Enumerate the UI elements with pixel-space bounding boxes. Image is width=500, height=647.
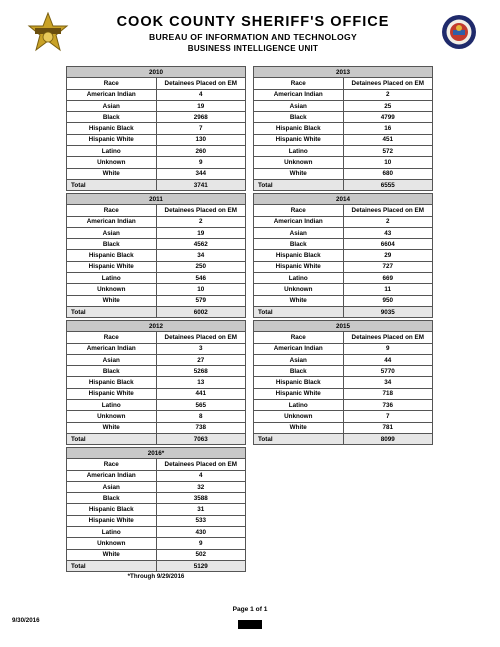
value-cell: 502: [156, 549, 246, 560]
race-cell: White: [254, 422, 344, 433]
race-cell: Unknown: [67, 538, 157, 549]
value-cell: 738: [156, 422, 246, 433]
race-cell: Hispanic White: [254, 134, 344, 145]
value-cell: 130: [156, 134, 246, 145]
table-row: [67, 481, 246, 492]
race-cell: American Indian: [254, 343, 344, 354]
table-row: [254, 239, 433, 250]
total-row: [67, 560, 246, 571]
race-cell: Asian: [254, 227, 344, 238]
total-label: Total: [254, 433, 344, 444]
table-row: [254, 366, 433, 377]
race-cell: American Indian: [67, 89, 157, 100]
race-cell: Unknown: [67, 284, 157, 295]
table-row: [254, 388, 433, 399]
value-cell: 3: [156, 343, 246, 354]
value-cell: 2: [156, 216, 246, 227]
table-row: [254, 146, 433, 157]
table-row: [67, 112, 246, 123]
table-row: [67, 100, 246, 111]
value-cell: 250: [156, 261, 246, 272]
total-row: [67, 179, 246, 190]
value-cell: 6604: [343, 239, 433, 250]
table-row: [67, 388, 246, 399]
value-cell: 9: [156, 157, 246, 168]
value-cell: 579: [156, 295, 246, 306]
value-cell: 2: [343, 216, 433, 227]
race-cell: Hispanic Black: [67, 123, 157, 134]
value-cell: 727: [343, 261, 433, 272]
race-cell: Black: [67, 112, 157, 123]
race-cell: White: [67, 549, 157, 560]
value-cell: 950: [343, 295, 433, 306]
value-cell: 34: [343, 377, 433, 388]
race-cell: Latino: [254, 400, 344, 411]
race-cell: Hispanic Black: [254, 377, 344, 388]
race-cell: Unknown: [254, 284, 344, 295]
value-cell: 5268: [156, 366, 246, 377]
race-cell: White: [67, 168, 157, 179]
table-row: [67, 273, 246, 284]
table-row: [67, 146, 246, 157]
table-row: [254, 400, 433, 411]
value-cell: 9: [343, 343, 433, 354]
race-cell: American Indian: [67, 216, 157, 227]
em-table-2015: [253, 320, 433, 445]
table-row: [254, 168, 433, 179]
race-cell: Latino: [254, 146, 344, 157]
race-cell: Hispanic Black: [254, 250, 344, 261]
total-value: 6555: [343, 179, 433, 190]
value-cell: 4: [156, 89, 246, 100]
sheriff-star-badge-icon: [27, 12, 69, 54]
table-year: 2011: [67, 194, 246, 205]
race-cell: Hispanic Black: [67, 377, 157, 388]
value-cell: 718: [343, 388, 433, 399]
value-cell: 44: [343, 354, 433, 365]
table-row: [254, 112, 433, 123]
table-row: [67, 422, 246, 433]
table-row: [254, 295, 433, 306]
race-cell: Asian: [67, 481, 157, 492]
value-cell: 16: [343, 123, 433, 134]
table-row: [67, 123, 246, 134]
value-cell: 2: [343, 89, 433, 100]
race-column-header: Race: [67, 459, 157, 470]
value-column-header: Detainees Placed on EM: [343, 205, 433, 216]
table-year: 2016*: [67, 448, 246, 459]
value-cell: 43: [343, 227, 433, 238]
value-cell: 4799: [343, 112, 433, 123]
table-row: [254, 227, 433, 238]
value-cell: 680: [343, 168, 433, 179]
value-cell: 4562: [156, 239, 246, 250]
race-cell: Asian: [254, 100, 344, 111]
page-header: [0, 8, 500, 60]
table-row: [67, 343, 246, 354]
value-cell: 10: [343, 157, 433, 168]
bureau-title: BUREAU OF INFORMATION AND TECHNOLOGY: [149, 32, 357, 42]
value-cell: 3588: [156, 493, 246, 504]
race-cell: Latino: [254, 273, 344, 284]
value-cell: 25: [343, 100, 433, 111]
value-cell: 2968: [156, 112, 246, 123]
table-row: [67, 538, 246, 549]
table-row: [67, 527, 246, 538]
race-cell: Unknown: [67, 411, 157, 422]
total-value: 7063: [156, 433, 246, 444]
race-cell: White: [254, 295, 344, 306]
redaction-bar: [238, 620, 262, 629]
table-row: [67, 515, 246, 526]
race-cell: Latino: [67, 400, 157, 411]
race-cell: Black: [254, 112, 344, 123]
race-cell: Hispanic Black: [254, 123, 344, 134]
table-row: [67, 470, 246, 481]
table-row: [67, 377, 246, 388]
table-row: [254, 284, 433, 295]
table-row: [254, 123, 433, 134]
race-cell: Hispanic White: [254, 388, 344, 399]
race-cell: Asian: [67, 100, 157, 111]
value-cell: 736: [343, 400, 433, 411]
race-cell: Hispanic Black: [67, 504, 157, 515]
total-row: [254, 433, 433, 444]
total-label: Total: [67, 306, 157, 317]
value-cell: 781: [343, 422, 433, 433]
race-cell: Unknown: [254, 157, 344, 168]
table-row: [67, 354, 246, 365]
value-column-header: Detainees Placed on EM: [156, 205, 246, 216]
county-seal-icon: [441, 14, 477, 50]
race-column-header: Race: [254, 332, 344, 343]
total-label: Total: [67, 179, 157, 190]
value-cell: 7: [156, 123, 246, 134]
unit-title: BUSINESS INTELLIGENCE UNIT: [187, 44, 319, 53]
table-row: [254, 377, 433, 388]
race-cell: Hispanic White: [67, 388, 157, 399]
race-column-header: Race: [67, 78, 157, 89]
race-cell: American Indian: [254, 216, 344, 227]
race-cell: Hispanic White: [67, 261, 157, 272]
race-cell: White: [67, 422, 157, 433]
value-cell: 27: [156, 354, 246, 365]
em-table-2016: [66, 447, 246, 572]
race-column-header: Race: [254, 78, 344, 89]
value-cell: 441: [156, 388, 246, 399]
total-row: [254, 179, 433, 190]
table-row: [254, 89, 433, 100]
em-table-2010: [66, 66, 246, 191]
race-cell: Asian: [67, 354, 157, 365]
value-cell: 9: [156, 538, 246, 549]
value-cell: 430: [156, 527, 246, 538]
total-value: 3741: [156, 179, 246, 190]
table-row: [67, 216, 246, 227]
value-cell: 344: [156, 168, 246, 179]
table-row: [254, 100, 433, 111]
value-cell: 34: [156, 250, 246, 261]
value-cell: 565: [156, 400, 246, 411]
table-row: [67, 493, 246, 504]
table-row: [254, 273, 433, 284]
value-cell: 32: [156, 481, 246, 492]
total-row: [254, 306, 433, 317]
em-table-2014: [253, 193, 433, 318]
table-row: [67, 400, 246, 411]
race-cell: White: [254, 168, 344, 179]
table-row: [67, 295, 246, 306]
value-cell: 31: [156, 504, 246, 515]
table-row: [254, 261, 433, 272]
table-year: 2012: [67, 321, 246, 332]
race-cell: Latino: [67, 146, 157, 157]
total-label: Total: [254, 179, 344, 190]
total-value: 5129: [156, 560, 246, 571]
total-label: Total: [67, 433, 157, 444]
race-cell: Black: [67, 239, 157, 250]
race-cell: Black: [254, 366, 344, 377]
table-year: 2013: [254, 67, 433, 78]
table-row: [67, 157, 246, 168]
total-value: 6002: [156, 306, 246, 317]
table-row: [67, 261, 246, 272]
value-cell: 669: [343, 273, 433, 284]
table-row: [67, 366, 246, 377]
value-column-header: Detainees Placed on EM: [343, 78, 433, 89]
race-cell: Unknown: [254, 411, 344, 422]
table-row: [254, 216, 433, 227]
value-cell: 546: [156, 273, 246, 284]
race-cell: Hispanic Black: [67, 250, 157, 261]
value-cell: 7: [343, 411, 433, 422]
value-cell: 260: [156, 146, 246, 157]
table-row: [254, 354, 433, 365]
race-column-header: Race: [67, 332, 157, 343]
table-row: [67, 504, 246, 515]
race-cell: Black: [254, 239, 344, 250]
value-cell: 13: [156, 377, 246, 388]
footer-date: 9/30/2016: [12, 617, 40, 624]
total-row: [67, 306, 246, 317]
total-value: 8099: [343, 433, 433, 444]
table-year: 2014: [254, 194, 433, 205]
table-row: [67, 250, 246, 261]
table-row: [67, 134, 246, 145]
table-row: [67, 411, 246, 422]
value-cell: 5770: [343, 366, 433, 377]
value-cell: 8: [156, 411, 246, 422]
table-row: [67, 89, 246, 100]
value-cell: 11: [343, 284, 433, 295]
value-cell: 19: [156, 227, 246, 238]
value-cell: 533: [156, 515, 246, 526]
total-value: 9035: [343, 306, 433, 317]
table-year: 2015: [254, 321, 433, 332]
table-row: [67, 549, 246, 560]
value-column-header: Detainees Placed on EM: [343, 332, 433, 343]
race-cell: Asian: [254, 354, 344, 365]
race-cell: Hispanic White: [67, 515, 157, 526]
total-label: Total: [254, 306, 344, 317]
race-cell: Hispanic White: [67, 134, 157, 145]
table-row: [254, 157, 433, 168]
table-row: [254, 134, 433, 145]
footnote: *Through 9/29/2016: [127, 573, 185, 580]
race-cell: Black: [67, 366, 157, 377]
table-row: [254, 422, 433, 433]
page-number: Page 1 of 1: [232, 606, 268, 613]
race-cell: Latino: [67, 527, 157, 538]
table-year: 2010: [67, 67, 246, 78]
table-row: [67, 227, 246, 238]
value-cell: 572: [343, 146, 433, 157]
total-row: [67, 433, 246, 444]
total-label: Total: [67, 560, 157, 571]
table-row: [254, 343, 433, 354]
race-cell: Black: [67, 493, 157, 504]
value-cell: 4: [156, 470, 246, 481]
table-row: [254, 250, 433, 261]
race-column-header: Race: [67, 205, 157, 216]
em-table-2012: [66, 320, 246, 445]
value-column-header: Detainees Placed on EM: [156, 459, 246, 470]
value-cell: 451: [343, 134, 433, 145]
race-cell: Latino: [67, 273, 157, 284]
em-table-2013: [253, 66, 433, 191]
race-cell: American Indian: [67, 343, 157, 354]
race-cell: American Indian: [254, 89, 344, 100]
race-cell: Asian: [67, 227, 157, 238]
value-cell: 19: [156, 100, 246, 111]
race-cell: Unknown: [67, 157, 157, 168]
value-column-header: Detainees Placed on EM: [156, 332, 246, 343]
table-row: [67, 168, 246, 179]
table-row: [254, 411, 433, 422]
em-table-2011: [66, 193, 246, 318]
race-column-header: Race: [254, 205, 344, 216]
value-cell: 29: [343, 250, 433, 261]
table-row: [67, 284, 246, 295]
value-cell: 10: [156, 284, 246, 295]
race-cell: American Indian: [67, 470, 157, 481]
table-row: [67, 239, 246, 250]
value-column-header: Detainees Placed on EM: [156, 78, 246, 89]
office-title: COOK COUNTY SHERIFF'S OFFICE: [116, 14, 390, 30]
race-cell: White: [67, 295, 157, 306]
race-cell: Hispanic White: [254, 261, 344, 272]
